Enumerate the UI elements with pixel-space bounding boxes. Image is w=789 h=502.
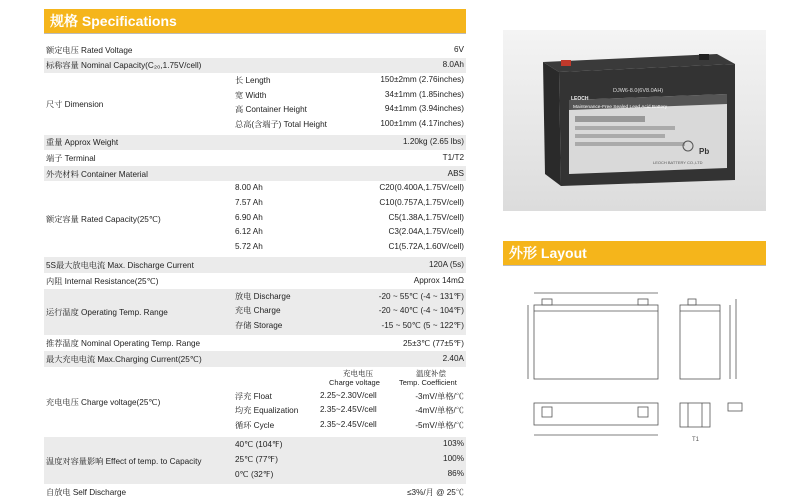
col-head-voltage: 充电电压 — [343, 368, 373, 378]
layout-header — [503, 241, 766, 265]
col-head-voltage-en: Charge voltage — [329, 377, 380, 387]
spec-sub-value: C20(0.400A,1.75V/cell) — [379, 183, 464, 193]
spec-label: 运行温度 Operating Temp. Range — [46, 307, 168, 317]
col-head-coef-en: Temp. Coefficient — [399, 377, 457, 387]
spec-row — [44, 135, 466, 151]
spec-sub-voltage: 2.35~2.45V/cell — [320, 405, 377, 415]
spec-label: 内阻 Internal Resistance(25℃) — [46, 276, 159, 286]
spec-value: Approx 14mΩ — [413, 275, 464, 285]
spec-sub-value: -20 ~ 55℃ (-4 ~ 131℉) — [378, 291, 464, 301]
specifications-header — [44, 9, 466, 33]
spec-label: 重量 Approx Weight — [46, 138, 119, 148]
spec-label: 额定容量 Rated Capacity(25℃) — [46, 215, 161, 225]
spec-label: 最大充电电流 Max.Charging Current(25℃) — [46, 354, 202, 364]
spec-value: ≤3%/月 @ 25℃ — [407, 487, 464, 497]
spec-sub-name: 浮充 Float — [235, 391, 272, 401]
spec-sub-name: 25℃ (77℉) — [235, 454, 278, 464]
spec-value: 120A (5s) — [428, 260, 464, 270]
spec-row — [44, 351, 466, 367]
layout-drawing — [520, 285, 765, 455]
spec-label: 外壳材料 Container Material — [46, 169, 148, 179]
spec-sub-name: 总高(含端子) Total Height — [235, 119, 327, 129]
spec-sub-name: 充电 Charge — [235, 306, 281, 316]
spec-sub-name: 0℃ (32℉) — [235, 469, 274, 479]
spec-sub-value: C3(2.04A,1.75V/cell) — [388, 227, 464, 237]
spec-value: 1.20kg (2.65 lbs) — [403, 137, 464, 147]
spec-sub-name: 长 Length — [235, 76, 271, 86]
spec-row — [44, 181, 466, 257]
spec-row — [44, 58, 466, 74]
photo-model: DJW6-8.0(6V8.0AH) — [613, 88, 664, 94]
spec-row — [44, 150, 466, 166]
spec-label: 推荐温度 Nominal Operating Temp. Range — [46, 339, 201, 349]
spec-label: 端子 Terminal — [46, 153, 96, 163]
specifications-title: 规格 Specifications — [50, 13, 177, 29]
photo-brand: LEOCH — [571, 96, 589, 102]
spec-row — [44, 367, 466, 438]
spec-label: 温度对容量影响 Effect of temp. to Capacity — [46, 456, 202, 466]
spec-sub-value: 34±1mm (1.85inches) — [384, 89, 464, 99]
spec-sub-coef: -5mV/单格/℃ — [415, 420, 464, 430]
battery-illustration — [503, 30, 766, 211]
spec-row — [44, 42, 466, 58]
photo-bottom-line: LEOCH BATTERY CO.,LTD — [653, 160, 703, 165]
spec-label: 充电电压 Charge voltage(25℃) — [46, 397, 161, 407]
spec-value: T1/T2 — [442, 152, 464, 162]
spec-sub-name: 40℃ (104℉) — [235, 440, 283, 450]
spec-value: 8.0Ah — [442, 60, 464, 70]
spec-sub-coef: -3mV/单格/℃ — [415, 391, 464, 401]
spec-label: 5S最大放电电流 Max. Discharge Current — [46, 261, 194, 271]
spec-value: ABS — [447, 168, 464, 178]
spec-sub-name: 8.00 Ah — [235, 183, 263, 193]
spec-label: 额定电压 Rated Voltage — [46, 45, 133, 55]
spec-sub-value: C10(0.757A,1.75V/cell) — [379, 197, 464, 207]
spec-row — [44, 166, 466, 182]
spec-sub-value: 86% — [447, 468, 464, 478]
spec-sub-name: 宽 Width — [235, 90, 267, 100]
spec-row — [44, 437, 466, 484]
spec-sub-name: 放电 Discharge — [235, 291, 291, 301]
spec-value: 25±3℃ (77±5℉) — [402, 339, 464, 349]
spec-sub-value: -20 ~ 40℃ (-4 ~ 104℉) — [378, 306, 464, 316]
spec-row — [44, 484, 466, 500]
spec-row — [44, 273, 466, 289]
spec-sub-name: 存储 Storage — [235, 320, 283, 330]
spec-row — [44, 73, 466, 134]
photo-pb: Pb — [699, 147, 710, 156]
spec-row — [44, 335, 466, 351]
spec-sub-value: 100% — [443, 453, 464, 463]
spec-sub-value: 103% — [443, 439, 464, 449]
spec-sub-voltage: 2.35~2.45V/cell — [320, 419, 377, 429]
spec-sub-name: 7.57 Ah — [235, 197, 263, 207]
spec-sub-value: -15 ~ 50℃ (5 ~ 122℉) — [381, 320, 464, 330]
layout-title: 外形 Layout — [509, 245, 587, 261]
spec-sub-name: 循环 Cycle — [235, 420, 275, 430]
spec-sub-value: C1(5.72A,1.60V/cell) — [388, 241, 464, 251]
spec-row — [44, 257, 466, 273]
spec-value: 2.40A — [442, 353, 464, 363]
spec-label: 自放电 Self Discharge — [46, 487, 127, 497]
spec-sub-name: 高 Container Height — [235, 105, 307, 115]
spec-sub-value: 100±1mm (4.17inches) — [380, 118, 464, 128]
spec-row — [44, 289, 466, 336]
spec-sub-name: 6.12 Ah — [235, 227, 263, 237]
spec-sub-value: C5(1.38A,1.75V/cell) — [388, 212, 464, 222]
terminal-label: T1 — [692, 437, 700, 443]
spec-sub-voltage: 2.25~2.30V/cell — [320, 390, 377, 400]
dimension-drawing — [520, 285, 765, 455]
spec-sub-name: 5.72 Ah — [235, 241, 263, 251]
spec-sub-value: 150±2mm (2.76inches) — [380, 75, 464, 85]
spec-sub-name: 6.90 Ah — [235, 212, 263, 222]
spec-sub-coef: -4mV/单格/℃ — [415, 406, 464, 416]
photo-top-line: Maintenance-Free Sealed Lead Acid Battery — [573, 105, 668, 110]
col-head-coef: 温度补偿 — [416, 368, 446, 378]
spec-value: 6V — [453, 44, 464, 54]
spec-sub-name: 均充 Equalization — [235, 406, 299, 416]
spec-label: 标称容量 Nominal Capacity(C₂₀,1.75V/cell) — [46, 61, 202, 71]
spec-label: 尺寸 Dimension — [46, 99, 104, 109]
spec-sub-value: 94±1mm (3.94inches) — [384, 104, 464, 114]
battery-photo — [503, 30, 766, 211]
